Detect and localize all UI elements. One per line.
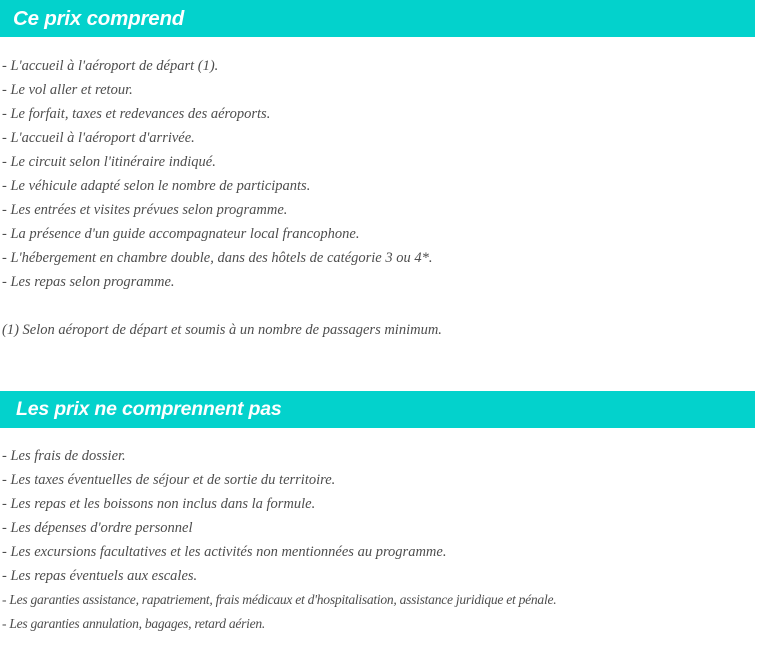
list-item: - Les frais de dossier. xyxy=(2,448,126,464)
list-item: - Les dépenses d'ordre personnel xyxy=(2,520,193,536)
section-header-includes xyxy=(0,0,755,37)
section-title-includes: Ce prix comprend xyxy=(13,6,185,30)
list-item: - Les taxes éventuelles de séjour et de sortie du territoire. xyxy=(2,472,336,488)
includes-footnote: (1) Selon aéroport de départ et soumis à un nombre de passagers minimum. xyxy=(2,322,442,338)
list-item: - Le circuit selon l'itinéraire indiqué. xyxy=(2,154,216,170)
list-item: - Les excursions facultatives et les activités non mentionnées au programme. xyxy=(2,544,447,560)
list-item: - Les repas éventuels aux escales. xyxy=(2,568,198,584)
excludes-list xyxy=(0,444,756,636)
list-item: - Les entrées et visites prévues selon programme. xyxy=(2,202,288,218)
section-header-excludes xyxy=(0,391,755,428)
list-item: - Les repas et les boissons non inclus dans la formule. xyxy=(2,496,316,512)
list-item: - Le véhicule adapté selon le nombre de participants. xyxy=(2,178,311,194)
list-item: - L'accueil à l'aéroport d'arrivée. xyxy=(2,130,195,146)
list-item: - L'accueil à l'aéroport de départ (1). xyxy=(2,58,219,74)
section-title-excludes: Les prix ne comprennent pas xyxy=(16,398,282,420)
list-item: - L'hébergement en chambre double, dans des hôtels de catégorie 3 ou 4*. xyxy=(2,250,433,266)
list-item: - Les garanties annulation, bagages, retard aérien. xyxy=(2,616,265,631)
list-item: - Les repas selon programme. xyxy=(2,274,175,290)
list-item: - Les garanties assistance, rapatriement, frais médicaux et d'hospitalisation, assistance juridique et pénale. xyxy=(2,592,557,607)
list-item: - Le forfait, taxes et redevances des aéroports. xyxy=(2,106,271,122)
includes-list xyxy=(0,54,756,294)
list-item: - Le vol aller et retour. xyxy=(2,82,133,98)
list-item: - La présence d'un guide accompagnateur local francophone. xyxy=(2,226,360,242)
